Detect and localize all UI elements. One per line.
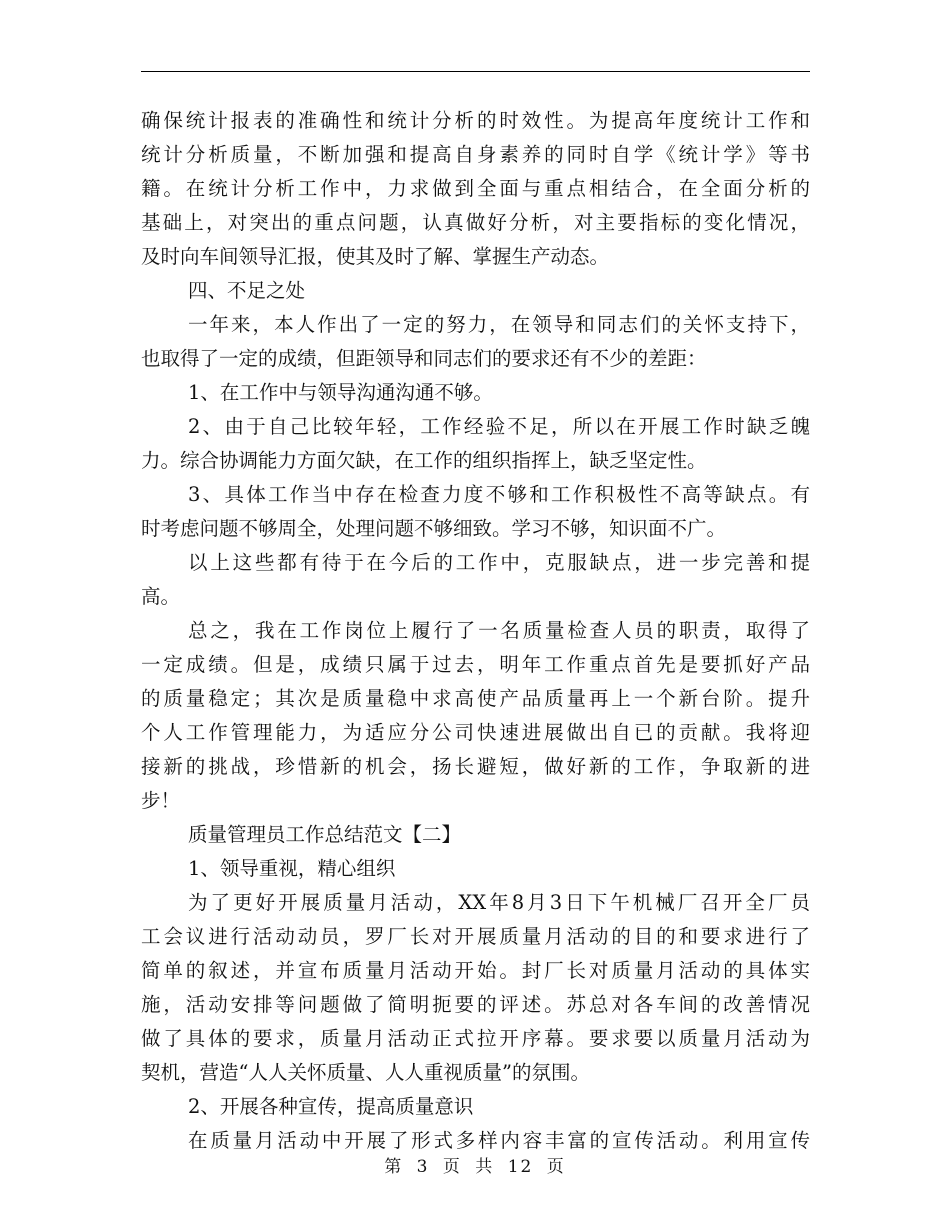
text-line: 基础上，对突出的重点问题，认真做好分析，对主要指标的变化情况， xyxy=(141,211,810,234)
text-line: 一定成绩。但是，成绩只属于过去，明年工作重点首先是要抓好产品 xyxy=(141,653,810,676)
text-line: 统计分析质量，不断加强和提高自身素养的同时自学《统计学》等书 xyxy=(141,143,810,166)
text-line: 时考虑问题不够周全，处理问题不够细致。学习不够，知识面不广。 xyxy=(141,517,727,540)
text-line: 个人工作管理能力，为适应分公司快速进展做出自已的贡献。我将迎 xyxy=(141,721,810,744)
text-line: 籍。在统计分析工作中，力求做到全面与重点相结合，在全面分析的 xyxy=(141,177,810,200)
text-line: 及时向车间领导汇报，使其及时了解、掌握生产动态。 xyxy=(141,245,610,268)
body-text xyxy=(141,104,810,1158)
text-line: 3、具体工作当中存在检查力度不够和工作积极性不高等缺点。有 xyxy=(188,483,810,506)
text-line: 2、开展各种宣传，提高质量意识 xyxy=(188,1095,474,1118)
text-line: 施，活动安排等问题做了简明扼要的评述。苏总对各车间的改善情况 xyxy=(141,993,810,1016)
text-line: 质量管理员工作总结范文【二】 xyxy=(188,823,462,846)
text-line: 高。 xyxy=(141,585,181,608)
text-line: 在质量月活动中开展了形式多样内容丰富的宣传活动。利用宣传 xyxy=(188,1129,810,1152)
text-line: 做了具体的要求，质量月活动正式拉开序幕。要求要以质量月活动为 xyxy=(141,1027,810,1050)
text-line: 工会议进行活动动员，罗厂长对开展质量月活动的目的和要求进行了 xyxy=(141,925,810,948)
text-line: 力。综合协调能力方面欠缺，在工作的组织指挥上，缺乏坚定性。 xyxy=(141,449,707,472)
text-line: 以上这些都有待于在今后的工作中，克服缺点，进一步完善和提 xyxy=(188,551,810,574)
text-line: 契机，营造“人人关怀质量、人人重视质量”的氛围。 xyxy=(141,1061,590,1084)
text-line: 确保统计报表的准确性和统计分析的时效性。为提高年度统计工作和 xyxy=(141,109,810,132)
text-line: 简单的叙述，并宣布质量月活动开始。封厂长对质量月活动的具体实 xyxy=(141,959,810,982)
text-line: 1、领导重视，精心组织 xyxy=(188,857,396,880)
text-line: 也取得了一定的成绩，但距领导和同志们的要求还有不少的差距： xyxy=(141,347,707,370)
text-line: 为了更好开展质量月活动，XX年8月3日下午机械厂召开全厂员 xyxy=(188,891,810,914)
text-line: 四、不足之处 xyxy=(188,279,306,302)
header-rule xyxy=(141,71,810,72)
text-line: 1、在工作中与领导沟通沟通不够。 xyxy=(188,381,493,404)
text-line: 的质量稳定；其次是质量稳中求高使产品质量再上一个新台阶。提升 xyxy=(141,687,810,710)
text-line: 2、由于自己比较年轻，工作经验不足，所以在开展工作时缺乏魄 xyxy=(188,415,810,438)
text-line: 一年来，本人作出了一定的努力，在领导和同志们的关怀支持下， xyxy=(188,313,810,336)
text-line: 接新的挑战，珍惜新的机会，扬长避短，做好新的工作，争取新的进 xyxy=(141,755,810,778)
text-line: 总之，我在工作岗位上履行了一名质量检查人员的职责，取得了 xyxy=(188,619,810,642)
text-line: 步！ xyxy=(141,789,181,812)
page-footer: 第 3 页 共 12 页 xyxy=(384,1157,566,1177)
